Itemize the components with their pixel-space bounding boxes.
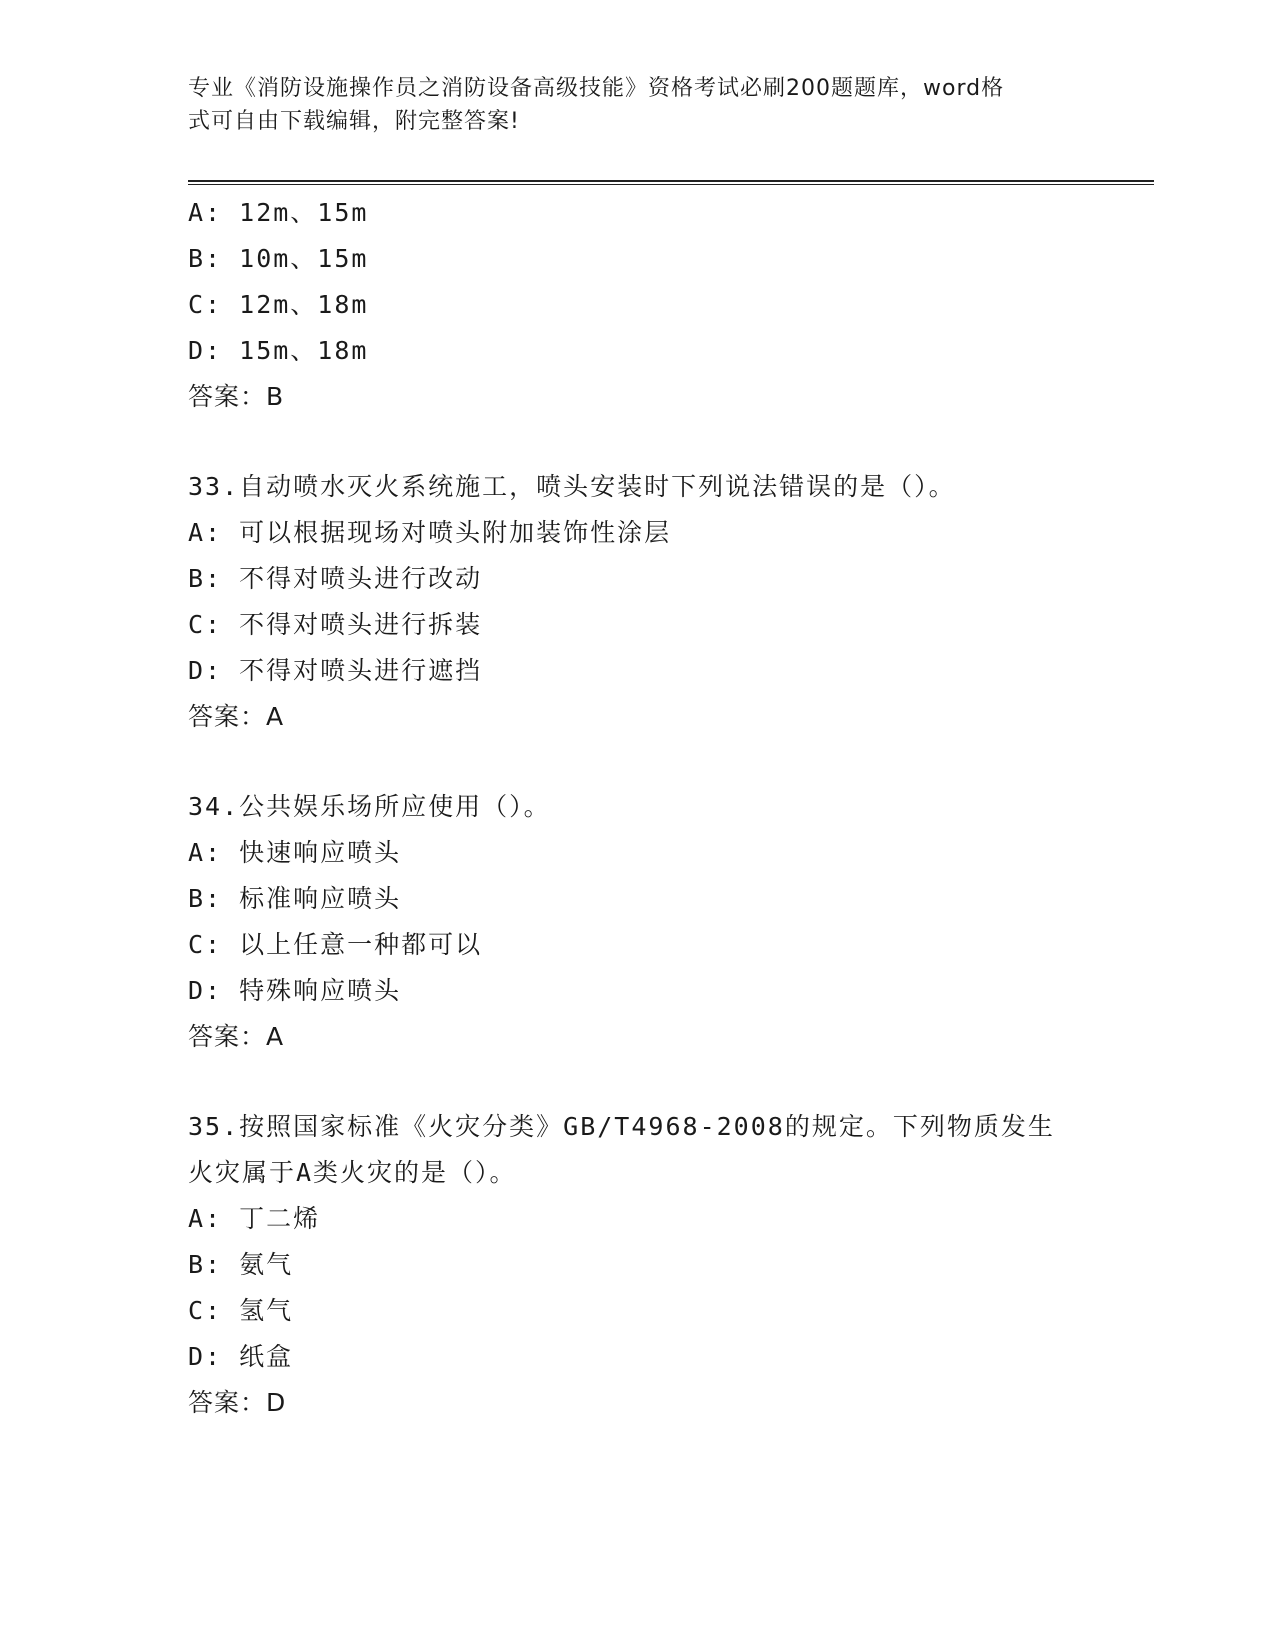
header-divider bbox=[188, 180, 1154, 185]
question-stem: 33.自动喷水灭火系统施工，喷头安装时下列说法错误的是（）。 bbox=[188, 472, 956, 501]
option-c: C: 氢气 bbox=[188, 1296, 294, 1325]
question-list bbox=[188, 190, 1118, 1426]
answer-line: 答案：A bbox=[188, 702, 285, 731]
question-35 bbox=[188, 1104, 1118, 1426]
question-34 bbox=[188, 784, 1118, 1060]
question-stem: 34.公共娱乐场所应使用（）。 bbox=[188, 792, 551, 821]
document-header bbox=[188, 72, 1068, 138]
option-a: A: 丁二烯 bbox=[188, 1204, 321, 1233]
question-stem-line-2: 火灾属于A类火灾的是（）。 bbox=[188, 1158, 517, 1187]
answer-line: 答案：D bbox=[188, 1388, 287, 1417]
option-d: D: 纸盒 bbox=[188, 1342, 294, 1371]
option-d: D: 15m、18m bbox=[188, 336, 369, 365]
answer-line: 答案：A bbox=[188, 1022, 285, 1051]
question-stem-line-1: 35.按照国家标准《火灾分类》GB/T4968-2008的规定。下列物质发生 bbox=[188, 1112, 1055, 1141]
option-a: A: 可以根据现场对喷头附加装饰性涂层 bbox=[188, 518, 672, 547]
option-a: A: 12m、15m bbox=[188, 198, 369, 227]
answer-line: 答案：B bbox=[188, 382, 285, 411]
option-b: B: 10m、15m bbox=[188, 244, 369, 273]
option-b: B: 氨气 bbox=[188, 1250, 294, 1279]
option-c: C: 不得对喷头进行拆装 bbox=[188, 610, 483, 639]
header-line-1: 专业《消防设施操作员之消防设备高级技能》资格考试必刷200题题库，word格 bbox=[188, 76, 1005, 101]
option-d: D: 不得对喷头进行遮挡 bbox=[188, 656, 483, 685]
option-a: A: 快速响应喷头 bbox=[188, 838, 402, 867]
question-33 bbox=[188, 464, 1118, 740]
question-32-continued bbox=[188, 190, 1118, 420]
option-c: C: 以上任意一种都可以 bbox=[188, 930, 483, 959]
option-b: B: 标准响应喷头 bbox=[188, 884, 402, 913]
header-line-2: 式可自由下载编辑，附完整答案! bbox=[188, 109, 520, 134]
option-b: B: 不得对喷头进行改动 bbox=[188, 564, 483, 593]
option-d: D: 特殊响应喷头 bbox=[188, 976, 402, 1005]
option-c: C: 12m、18m bbox=[188, 290, 369, 319]
